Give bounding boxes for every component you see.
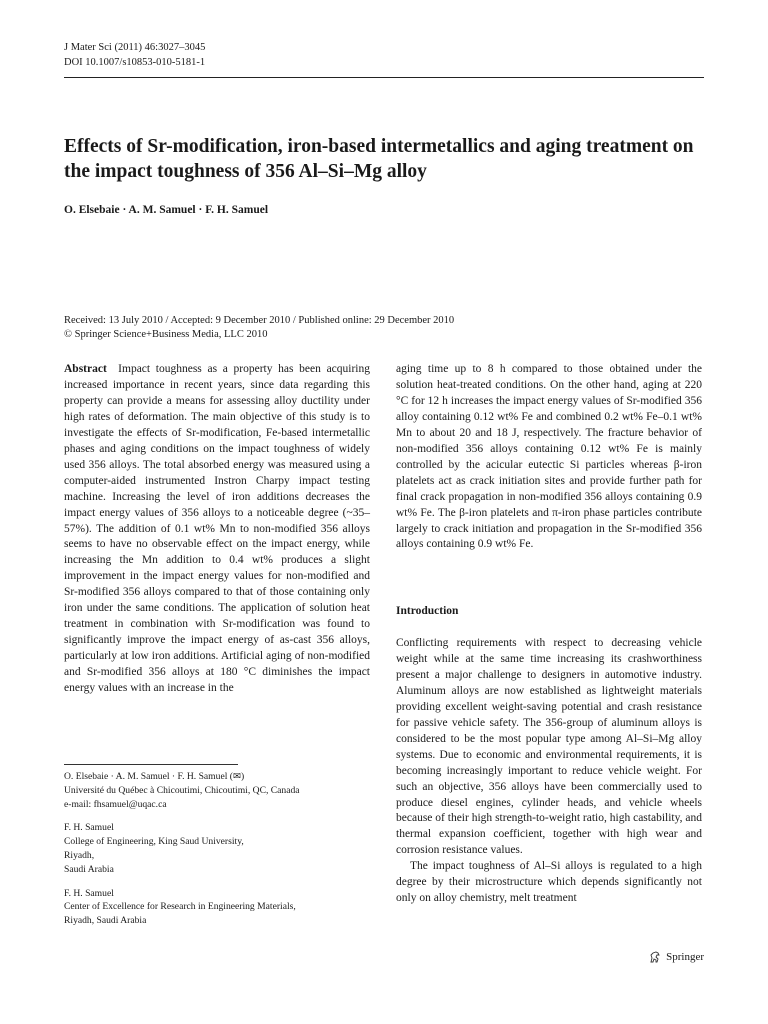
paper-title: Effects of Sr-modification, iron-based intermetallics and aging treatment on the impact toughness of 356 Al–Si–Mg alloy [64,136,694,182]
email-line: e-mail: fhsamuel@uqac.ca [64,798,167,810]
footnote-line: Riyadh, [64,849,95,861]
affiliation-block-1 [64,770,370,811]
footnote-line: Riyadh, Saudi Arabia [64,915,147,927]
publisher-name: Springer [666,951,704,963]
affiliation-block-3 [64,887,370,928]
introduction-paragraph-1: Conflicting requirements with respect to decreasing vehicle weight while at the same time increasing its crashworthiness present a major challenge to designers in automotive industry. Aluminum alloys are now established as lightweight materials providing excellent weight-saving potential and crash resistance for passive vehicle safety. The 356-group of aluminum alloys is considered to be the most popular type among Al–Si–Mg alloy systems. Due to economic and environmental requirements, it is becoming increasingly important to reduce vehicle weight. For such an objective, 356 alloys have been commercially used to produce diesel engines, cylinder heads, and vehicle wheels because of their high strength-to-weight ratio, high castability, and thermal expansion coefficient, together with high wear and corrosion resistance values. [396,637,702,857]
history-dates: Received: 13 July 2010 / Accepted: 9 December 2010 / Published online: 29 December 2010 [64,315,455,326]
abstract-text-right: aging time up to 8 h compared to those obtained under the solution heat-treated conditions. On the other hand, aging at 220 °C for 12 h increases the impact energy values of Sr-modified 356 alloy containing 0.12 wt% Fe and combined 0.2 wt% Fe–0.1 wt% Mn to about 20 and 18 J, respectively. The fracture behavior of non-modified 356 alloys containing 0.12 wt% Fe is mainly controlled by the acicular eutectic Si particles whereas β-iron platelets act as crack initiation sites and provide further path for final crack propagation in non-modified 356 alloys containing 0.9 wt% Fe. The β-iron platelets and π-iron phase particles contribute largely to crack initiation and propagation in the Sr-modified 356 alloys containing 0.9 wt% Fe. [396,363,702,551]
footnote-line: Université du Québec à Chicoutimi, Chicoutimi, QC, Canada [64,784,300,796]
footnote-line: Center of Excellence for Research in Engineering Materials, [64,901,296,913]
journal-header [64,40,205,70]
publisher-mark [648,950,704,964]
footnote-rule [64,764,238,765]
introduction-heading: Introduction [396,605,459,617]
abstract-right-column [396,362,702,553]
affiliation-footnotes [64,770,370,938]
introduction-body [396,636,702,907]
publication-history [64,314,704,342]
footnote-line: F. H. Samuel [64,887,114,899]
springer-horse-icon [648,950,662,964]
introduction-paragraph-2: The impact toughness of Al–Si alloys is regulated to a high degree by their microstructure which depends significantly not only on alloy chemistry, melt treatment [396,860,702,905]
journal-citation: J Mater Sci (2011) 46:3027–3045 [64,42,206,53]
footnote-line: College of Engineering, King Saud University, [64,836,244,848]
footnote-line: F. H. Samuel [64,822,114,834]
copyright: © Springer Science+Business Media, LLC 2010 [64,329,268,340]
affiliation-block-2 [64,821,370,876]
abstract-label: Abstract [64,363,107,375]
abstract-left-column [64,362,370,697]
doi: DOI 10.1007/s10853-010-5181-1 [64,57,206,68]
footnote-line: O. Elsebaie · A. M. Samuel · F. H. Samuel (✉) [64,771,245,782]
author-list: O. Elsebaie · A. M. Samuel · F. H. Samuel [64,204,269,216]
header-rule [64,77,704,78]
abstract-text-left: Impact toughness as a property has been acquiring increased importance in recent years, since data regarding this property can provide a means for assessing alloy ductility under high rates of deformation. The main objective of this study is to investigate the effects of Sr-modification, Fe-based intermetallic phases and aging conditions on the impact toughness of widely used 356 alloys. The total absorbed energy was measured using a computer-aided instrumented Instron Charpy impact testing machine. Increasing the level of iron additions decreases the impact energy values of 356 alloys to a noticeable degree (~35–57%). The addition of 0.1 wt% Mn to non-modified 356 alloys seems to have no observable effect on the impact energy, while increasing the Mn addition to 0.4 wt% produces a slight improvement in the impact energy values for non-modified and Sr-modified 356 alloys compared to that of those containing only iron under the same conditions. The application of solution heat treatment in combination with Sr-modification was found to significantly improve the impact energy of as-cast 356 alloys, particularly at low iron additions. Artificial aging of non-modified and Sr-modified 356 alloys at 180 °C diminishes the impact energy values with an increase in the [64,363,370,695]
footnote-line: Saudi Arabia [64,863,114,875]
